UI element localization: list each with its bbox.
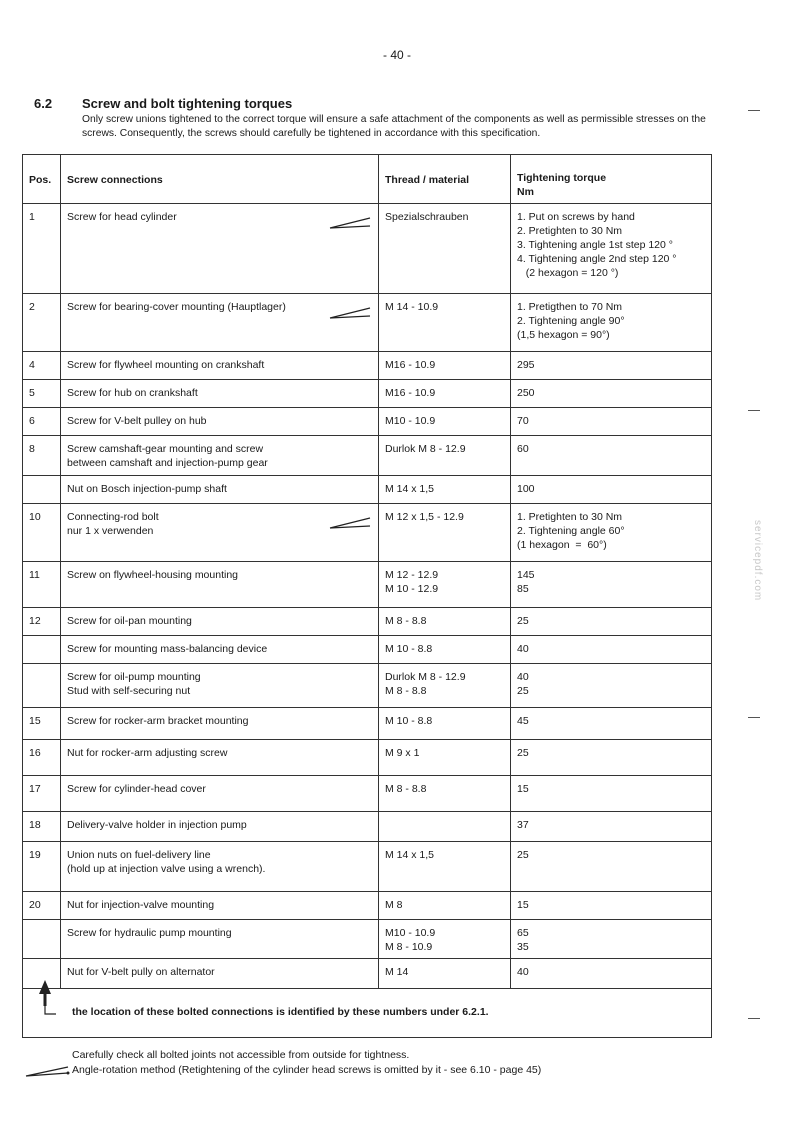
cell-screw-connection [61, 380, 379, 408]
cell-thread [379, 504, 511, 562]
screw-text: (hold up at injection valve using a wrench). [67, 863, 266, 875]
legend-note: the location of these bolted connections is identified by these numbers under 6.2.1. [72, 1006, 489, 1018]
screw-text: Screw for oil-pump mounting [67, 671, 201, 683]
cell-thread [379, 294, 511, 352]
screw-text: Screw for cylinder-head cover [67, 783, 206, 795]
cell-thread [379, 636, 511, 664]
cell-pos: 20 [23, 892, 61, 920]
torque-text: 145 [517, 569, 535, 581]
screw-text: Union nuts on fuel-delivery line [67, 849, 211, 861]
section-number: 6.2 [34, 96, 53, 111]
screw-text: Screw for flywheel mounting on crankshaft [67, 359, 265, 371]
cell-thread [379, 436, 511, 476]
torque-text: 85 [517, 583, 529, 595]
cell-screw-connection [61, 504, 379, 562]
thread-text: M 14 x 1,5 [385, 483, 435, 495]
table-row [23, 436, 712, 476]
cell-torque [511, 636, 712, 664]
screw-text: Nut for rocker-arm adjusting screw [67, 747, 228, 759]
torque-text: 25 [517, 685, 529, 697]
cell-torque [511, 504, 712, 562]
cell-torque [511, 352, 712, 380]
cell-pos: 11 [23, 562, 61, 608]
torque-text: 65 [517, 927, 529, 939]
torque-text: 100 [517, 483, 535, 495]
cell-pos [23, 920, 61, 959]
cell-pos: 17 [23, 776, 61, 812]
header-pos: Pos. [23, 155, 61, 204]
torque-text: 25 [517, 849, 529, 861]
cell-thread [379, 608, 511, 636]
cell-torque [511, 436, 712, 476]
thread-text: M 9 x 1 [385, 747, 420, 759]
margin-mark [748, 110, 760, 111]
torque-text: 250 [517, 387, 535, 399]
torque-text: 40 [517, 643, 529, 655]
cell-pos: 2 [23, 294, 61, 352]
table-row [23, 504, 712, 562]
table-row [23, 892, 712, 920]
header-screw: Screw connections [61, 155, 379, 204]
cell-thread [379, 708, 511, 740]
table-row [23, 812, 712, 842]
cell-thread [379, 562, 511, 608]
cell-screw-connection [61, 352, 379, 380]
margin-mark [748, 1018, 760, 1019]
cell-thread [379, 204, 511, 294]
cell-thread [379, 380, 511, 408]
torque-text: 2. Pretighten to 30 Nm [517, 225, 623, 237]
cell-thread [379, 352, 511, 380]
table-header-row [23, 155, 712, 204]
cell-screw-connection [61, 708, 379, 740]
thread-text: M 14 x 1,5 [385, 849, 435, 861]
torque-text: (1 hexagon = 60°) [517, 539, 607, 551]
cell-pos: 10 [23, 504, 61, 562]
cell-screw-connection [61, 608, 379, 636]
table-row [23, 562, 712, 608]
torque-text: 2. Tightening angle 60° [517, 525, 625, 537]
cell-thread [379, 408, 511, 436]
cell-thread [379, 776, 511, 812]
table-row [23, 408, 712, 436]
torque-text: 295 [517, 359, 535, 371]
table-body [23, 204, 712, 989]
torque-text: 1. Pretighten to 30 Nm [517, 511, 623, 523]
cell-pos: 19 [23, 842, 61, 892]
section-intro: Only screw unions tightened to the correct torque will ensure a safe attachment of the components as well as permissible stresses on the screws. Consequently, the screws should carefully be tightened in accordance with this specification. [82, 114, 706, 139]
thread-text: M 12 - 12.9 [385, 569, 439, 581]
torque-text: 40 [517, 966, 529, 978]
torque-text: 40 [517, 671, 529, 683]
cell-torque [511, 664, 712, 708]
table-row [23, 294, 712, 352]
table-row [23, 636, 712, 664]
torque-table [22, 154, 712, 989]
torque-text: 3. Tightening angle 1st step 120 ° [517, 239, 673, 251]
thread-text: M 8 - 8.8 [385, 783, 427, 795]
cell-pos [23, 636, 61, 664]
thread-text: M16 - 10.9 [385, 387, 436, 399]
torque-text: (1,5 hexagon = 90°) [517, 329, 610, 341]
angle-rotation-icon [328, 216, 372, 230]
cell-pos: 12 [23, 608, 61, 636]
cell-screw-connection [61, 892, 379, 920]
thread-text: M 12 x 1,5 - 12.9 [385, 511, 464, 523]
cell-screw-connection [61, 812, 379, 842]
cell-torque [511, 294, 712, 352]
thread-text: M 8 - 8.8 [385, 685, 427, 697]
thread-text: Spezialschrauben [385, 211, 469, 223]
cell-screw-connection [61, 636, 379, 664]
angle-rotation-icon [328, 306, 372, 320]
cell-screw-connection [61, 294, 379, 352]
cell-thread [379, 920, 511, 959]
torque-text: 1. Put on screws by hand [517, 211, 635, 223]
cell-torque [511, 408, 712, 436]
cell-screw-connection [61, 476, 379, 504]
cell-torque [511, 708, 712, 740]
torque-text: 4. Tightening angle 2nd step 120 ° [517, 253, 677, 265]
torque-text: (2 hexagon = 120 °) [517, 267, 619, 279]
cell-screw-connection [61, 562, 379, 608]
table-row [23, 959, 712, 989]
torque-text: 2. Tightening angle 90° [517, 315, 625, 327]
screw-text: Screw on flywheel-housing mounting [67, 569, 239, 581]
screw-text: Nut for injection-valve mounting [67, 899, 215, 911]
cell-pos: 8 [23, 436, 61, 476]
thread-text: Durlok M 8 - 12.9 [385, 443, 466, 455]
screw-text: Screw for bearing-cover mounting (Hauptlager) [67, 301, 286, 313]
cell-torque [511, 740, 712, 776]
page-number: - 40 - [382, 48, 411, 62]
cell-thread [379, 842, 511, 892]
cell-torque [511, 380, 712, 408]
screw-text: between camshaft and injection-pump gear [67, 457, 268, 469]
screw-text: Stud with self-securing nut [67, 685, 191, 697]
cell-screw-connection [61, 959, 379, 989]
cell-screw-connection [61, 920, 379, 959]
screw-text: Screw for mounting mass-balancing device [67, 643, 268, 655]
cell-pos: 16 [23, 740, 61, 776]
cell-screw-connection [61, 664, 379, 708]
screw-text: Screw for V-belt pulley on hub [67, 415, 207, 427]
thread-text: M10 - 10.9 [385, 927, 436, 939]
thread-text: M 14 - 10.9 [385, 301, 439, 313]
torque-text: 25 [517, 747, 529, 759]
thread-text: M 10 - 8.8 [385, 643, 433, 655]
table-row [23, 380, 712, 408]
thread-text: M 8 - 8.8 [385, 615, 427, 627]
cell-thread [379, 476, 511, 504]
cell-screw-connection [61, 204, 379, 294]
cell-torque [511, 562, 712, 608]
screw-text: Screw for hub on crankshaft [67, 387, 198, 399]
table-row [23, 842, 712, 892]
cell-pos: 18 [23, 812, 61, 842]
footnote-angle-rotation: Angle-rotation method (Retightening of the cylinder head screws is omitted by it - see 6.10 - page 45) [72, 1064, 542, 1076]
screw-text: Screw for oil-pan mounting [67, 615, 192, 627]
cell-torque [511, 204, 712, 294]
table-row [23, 352, 712, 380]
cell-screw-connection [61, 776, 379, 812]
torque-text: 15 [517, 899, 529, 911]
screw-text: Screw camshaft-gear mounting and screw [67, 443, 264, 455]
table-row [23, 476, 712, 504]
cell-torque [511, 842, 712, 892]
screw-text: Delivery-valve holder in injection pump [67, 819, 247, 831]
cell-screw-connection [61, 842, 379, 892]
table-row [23, 920, 712, 959]
torque-text: 1. Pretigthen to 70 Nm [517, 301, 623, 313]
torque-text: 45 [517, 715, 529, 727]
cell-torque [511, 920, 712, 959]
thread-text: M 14 [385, 966, 409, 978]
thread-text: M 8 [385, 899, 403, 911]
cell-torque [511, 608, 712, 636]
screw-text: Connecting-rod bolt [67, 511, 159, 523]
thread-text: M10 - 10.9 [385, 415, 436, 427]
cell-pos: 5 [23, 380, 61, 408]
cell-pos: 1 [23, 204, 61, 294]
cell-screw-connection [61, 408, 379, 436]
cell-torque [511, 959, 712, 989]
cell-thread [379, 959, 511, 989]
screw-text: nur 1 x verwenden [67, 525, 154, 537]
cell-screw-connection [61, 740, 379, 776]
header-thread: Thread / material [379, 155, 511, 204]
torque-text: 60 [517, 443, 529, 455]
header-torque-line1: Tightening torque [517, 172, 607, 184]
torque-text: 25 [517, 615, 529, 627]
table-row [23, 664, 712, 708]
table-row [23, 204, 712, 294]
cell-pos: 6 [23, 408, 61, 436]
section-title: Screw and bolt tightening torques [82, 96, 293, 111]
table-row [23, 740, 712, 776]
table-row [23, 776, 712, 812]
margin-mark [748, 410, 760, 411]
cell-pos: 15 [23, 708, 61, 740]
header-torque-line2: Nm [517, 186, 534, 198]
thread-text: M 8 - 10.9 [385, 941, 433, 953]
header-torque [511, 155, 712, 204]
thread-text: M16 - 10.9 [385, 359, 436, 371]
table-row [23, 608, 712, 636]
thread-text: M 10 - 8.8 [385, 715, 433, 727]
footnote-tightness: Carefully check all bolted joints not accessible from outside for tightness. [72, 1049, 410, 1061]
cell-pos [23, 476, 61, 504]
cell-torque [511, 476, 712, 504]
cell-torque [511, 776, 712, 812]
thread-text: M 10 - 12.9 [385, 583, 439, 595]
side-watermark: servicepdf.com [752, 520, 763, 602]
torque-text: 35 [517, 941, 529, 953]
cell-torque [511, 812, 712, 842]
angle-rotation-icon [24, 1064, 70, 1078]
cell-torque [511, 892, 712, 920]
cell-thread [379, 812, 511, 842]
thread-text: Durlok M 8 - 12.9 [385, 671, 466, 683]
cell-thread [379, 664, 511, 708]
screw-text: Screw for rocker-arm bracket mounting [67, 715, 249, 727]
cell-thread [379, 892, 511, 920]
screw-text: Nut on Bosch injection-pump shaft [67, 483, 227, 495]
screw-text: Screw for head cylinder [67, 211, 177, 223]
arrow-up-icon [34, 978, 56, 1018]
torque-text: 70 [517, 415, 529, 427]
table-row [23, 708, 712, 740]
torque-text: 15 [517, 783, 529, 795]
cell-screw-connection [61, 436, 379, 476]
angle-rotation-icon [328, 516, 372, 530]
screw-text: Nut for V-belt pully on alternator [67, 966, 215, 978]
margin-mark [748, 717, 760, 718]
screw-text: Screw for hydraulic pump mounting [67, 927, 232, 939]
cell-thread [379, 740, 511, 776]
torque-text: 37 [517, 819, 529, 831]
cell-pos: 4 [23, 352, 61, 380]
cell-pos [23, 664, 61, 708]
